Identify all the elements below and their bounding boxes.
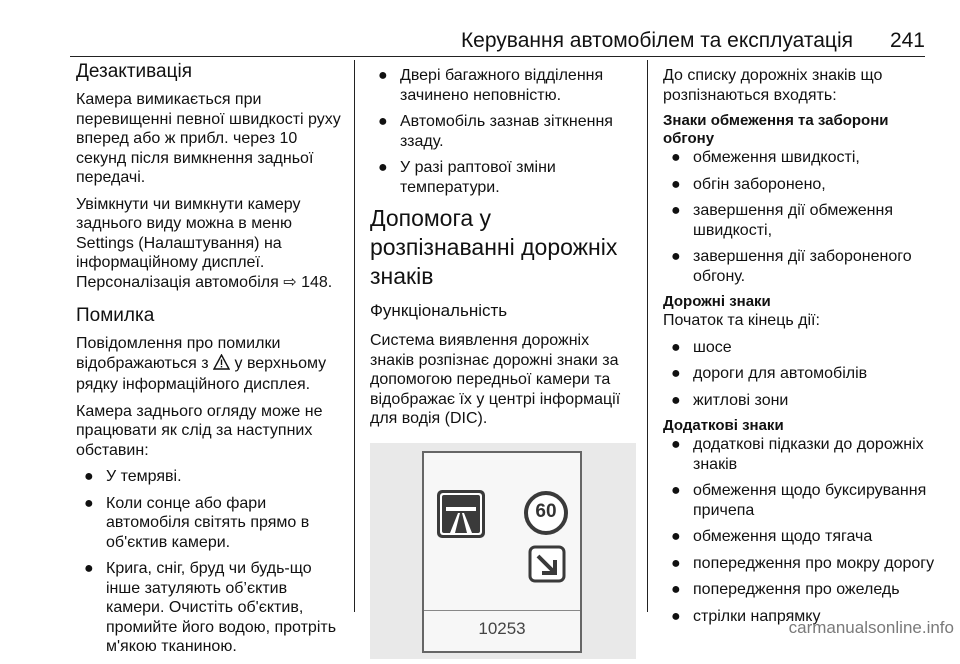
bullet-icon: ● — [671, 528, 681, 545]
list-item — [663, 391, 938, 411]
bullet-icon: ● — [671, 202, 681, 219]
bullet-list — [663, 338, 938, 411]
bullet-icon: ● — [671, 149, 681, 166]
group-title-additional-signs: Додаткові знаки — [663, 417, 784, 434]
group-title-restriction-signs: Знаки обмеження та заборони обгону — [663, 112, 889, 147]
list-item-text: стрілки напрямку — [693, 607, 821, 625]
list-item-text: завершення дії обмеження швидкості, — [693, 202, 894, 239]
list-item-text: Коли сонце або фари автомобіля світять прямо в об'єктив камери. — [106, 494, 310, 551]
list-item-text: обмеження щодо буксирування причепа — [693, 482, 927, 519]
list-item — [76, 467, 348, 487]
list-item-text: обмеження швидкості, — [693, 149, 860, 166]
section-title-deactivation: Дезактивація — [76, 61, 192, 82]
list-item — [76, 494, 348, 553]
speed-limit-value: 60 — [535, 500, 557, 522]
bullet-icon: ● — [671, 365, 681, 382]
list-item-text: додаткові підказки до дорожніх знаків — [693, 436, 924, 473]
section-heading-traffic-sign-assist: Допомога у розпізнаванні дорожніх знаків — [370, 205, 618, 289]
list-item — [663, 481, 938, 520]
motorway-sign-icon — [436, 489, 486, 539]
list-item-text: попередження про мокру дорогу — [693, 554, 935, 572]
subheading-functionality: Функціональність — [370, 301, 508, 320]
bullet-icon: ● — [378, 113, 388, 130]
paragraph: До списку дорожніх знаків що розпізнаються входять: — [663, 67, 883, 104]
page-ref-arrow-icon: ⇨ — [283, 273, 297, 291]
list-item — [663, 175, 938, 195]
bullet-icon: ● — [671, 436, 681, 453]
column-divider-1 — [354, 60, 355, 612]
paragraph — [76, 195, 348, 293]
list-item-text: Автомобіль зазнав зіткнення ззаду. — [400, 113, 613, 150]
paragraph: Початок та кінець дії: — [663, 312, 820, 329]
bullet-icon: ● — [378, 67, 388, 84]
page-ref: 148. — [301, 273, 333, 291]
group-title-road-signs: Дорожні знаки — [663, 293, 771, 310]
bullet-icon: ● — [378, 159, 388, 176]
bullet-icon: ● — [671, 607, 681, 625]
page-number: 241 — [889, 29, 925, 52]
odometer-reading: 10253 — [478, 618, 526, 638]
bullet-list — [370, 66, 636, 197]
chapter-title: Керування автомобілем та експлуатація — [460, 29, 853, 52]
bullet-list — [663, 148, 938, 286]
paragraph — [76, 334, 348, 395]
page-header — [70, 28, 925, 56]
list-item — [663, 247, 938, 286]
bullet-icon: ● — [671, 248, 681, 265]
list-item — [663, 527, 938, 547]
list-item-text: дороги для автомобілів — [693, 365, 868, 382]
list-item — [663, 148, 938, 168]
list-item — [663, 364, 938, 384]
section-title-error: Помилка — [76, 305, 155, 326]
list-item — [663, 338, 938, 358]
list-item — [663, 435, 938, 474]
list-item-text: У разі раптової зміни температури. — [400, 159, 556, 196]
list-item-text: Крига, сніг, бруд чи будь-що інше затуляють об’єктив камери. Очистіть об'єктив, промийте його водою, протріть м'якою тканиною. — [106, 560, 337, 655]
list-item-text: обмеження щодо тягача — [693, 528, 873, 545]
list-item — [370, 66, 636, 105]
paragraph-text: у верхньому рядку інформаційного дисплея. — [76, 354, 327, 393]
direction-arrow-sign-icon — [528, 545, 566, 583]
list-item-text: попередження про ожеледь — [693, 581, 900, 598]
warning-triangle-icon — [213, 354, 230, 376]
bullet-icon: ● — [671, 554, 681, 572]
header-rule — [70, 56, 925, 57]
display-separator — [424, 610, 580, 611]
bullet-icon: ● — [671, 482, 681, 499]
list-item — [663, 580, 938, 600]
bullet-list — [663, 435, 938, 626]
watermark: carmanualsonline.info — [788, 618, 954, 637]
column-divider-2 — [647, 60, 648, 612]
bullet-icon: ● — [84, 494, 94, 512]
bullet-icon: ● — [671, 175, 681, 193]
list-item-text: Двері багажного відділення зачинено неповністю. — [400, 67, 604, 104]
list-item-text: У темряві. — [106, 468, 182, 485]
list-item — [663, 201, 938, 240]
bullet-icon: ● — [671, 338, 681, 356]
list-item — [370, 158, 636, 197]
list-item-text: обгін заборонено, — [693, 175, 826, 193]
paragraph: Камера вимикається при перевищенні певної швидкості руху вперед або ж прибл. через 10 секунд після вимкнення задньої передачі. — [76, 91, 341, 186]
list-item-text: житлові зони — [693, 391, 789, 409]
bullet-list — [76, 467, 348, 657]
bullet-icon: ● — [671, 391, 681, 409]
column-1 — [76, 60, 348, 664]
list-item — [663, 554, 938, 574]
paragraph-text: Увімкнути чи вимкнути камеру заднього виду можна в меню Settings (Налаштування) на інформаційному дисплеї. Персоналізація автомобіля — [76, 195, 301, 291]
column-3 — [663, 60, 938, 633]
list-item-text: завершення дії забороненого обгону. — [693, 248, 912, 285]
driver-info-center-display — [422, 451, 582, 653]
list-item — [370, 112, 636, 151]
bullet-icon: ● — [671, 581, 681, 598]
paragraph: Камера заднього огляду може не працювати як слід за наступних обставин: — [76, 402, 323, 459]
dic-illustration — [370, 443, 636, 659]
list-item-text: шосе — [693, 338, 732, 356]
column-2 — [370, 60, 636, 659]
bullet-icon: ● — [84, 560, 94, 577]
paragraph-text: Повідомлення про помилки відображаються з — [76, 335, 281, 372]
paragraph: Система виявлення дорожніх знаків розпізнає дорожні знаки за допомогою передньої камери та відображає їх у центрі інформації для водія (DIC). — [370, 332, 621, 427]
bullet-icon: ● — [84, 468, 94, 485]
